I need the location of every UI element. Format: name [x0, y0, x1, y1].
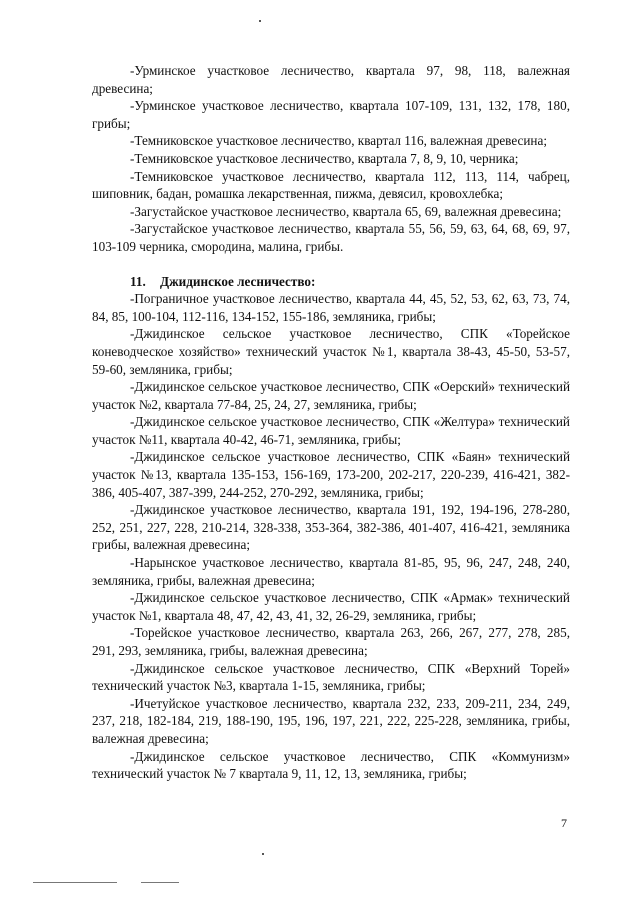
paragraph: -Темниковское участковое лесничество, квартала 7, 8, 9, 10, черника;: [130, 150, 519, 166]
paragraph: -Загустайское участковое лесничество, квартала 65, 69, валежная древесина;: [130, 203, 562, 219]
page-number: 7: [561, 816, 567, 830]
paragraph: -Темниковское участковое лесничество, квартал 116, валежная древесина;: [130, 133, 547, 149]
paragraph: -Торейское участковое лесничество, квартала 263, 266, 267, 277, 278, 285, 291, 293, земляника, грибы, валежная древесина;: [92, 625, 570, 658]
paragraph: -Джидинское сельское участковое лесничество, СПК «Оерский» технический участок №2, квартала 77-84, 25, 24, 27, земляника, грибы;: [92, 379, 570, 412]
paragraph: -Джидинское участковое лесничество, квартала 191, 192, 194-196, 278-280, 252, 251, 227, 228, 210-214, 328-338, 353-364, 382-386, 401-407, 416-421, земляника грибы, валежная древесина;: [92, 502, 570, 553]
paragraph: -Джидинское сельское участковое лесничество, СПК «Баян» технический участок №13, квартала 135-153, 156-169, 173-200, 202-217, 220-239, 416-421, 382-386, 405-407, 387-399, 244-252, 270-292, земляника, грибы;: [92, 449, 570, 500]
scan-edge-line: [141, 882, 179, 883]
paragraph: -Джидинское сельское участковое лесничество, СПК «Торейское коневодческое хозяйство» технический участок №1, квартала 38-43, 45-50, 53-57, 59-60, земляника, грибы;: [92, 326, 570, 377]
paragraph: -Урминское участковое лесничество, квартала 97, 98, 118, валежная древесина;: [92, 63, 570, 96]
paragraph: -Загустайское участковое лесничество, квартала 55, 56, 59, 63, 64, 68, 69, 97, 103-109 черника, смородина, малина, грибы.: [92, 221, 570, 254]
section-heading: [92, 273, 570, 291]
paragraph: -Джидинское сельское участковое лесничество, СПК «Желтура» технический участок №11, квартала 40-42, 46-71, земляника, грибы;: [92, 414, 570, 447]
scan-edge-line: [33, 882, 117, 883]
paragraph: -Темниковское участковое лесничество, квартала 112, 113, 114, чабрец, шиповник, бадан, ромашка лекарственная, пижма, девясил, кровохлебка;: [92, 168, 570, 202]
paragraph: -Пограничное участковое лесничество, квартала 44, 45, 52, 53, 62, 63, 73, 74, 84, 85, 100-104, 112-116, 134-152, 155-186, земляника, грибы;: [92, 291, 570, 324]
document-body: [92, 62, 570, 783]
paragraph: -Джидинское сельское участковое лесничество, СПК «Армак» технический участок №1, квартала 48, 47, 42, 43, 41, 32, 26-29, земляника, грибы;: [92, 590, 570, 623]
section-number: 11.: [130, 273, 146, 289]
paragraph: -Джидинское сельское участковое лесничество, СПК «Коммунизм» технический участок № 7 квартала 9, 11, 12, 13, земляника, грибы;: [92, 748, 570, 782]
scan-speck: [259, 20, 261, 22]
section-title: Джидинское лесничество:: [160, 273, 316, 289]
paragraph: -Нарынское участковое лесничество, квартала 81-85, 95, 96, 247, 248, 240, земляника, грибы, валежная древесина;: [92, 555, 570, 588]
paragraph: -Ичетуйское участковое лесничество, квартала 232, 233, 209-211, 234, 249, 237, 218, 182-184, 219, 188-190, 195, 196, 197, 221, 222, 225-228, земляника, грибы, валежная древесина;: [92, 695, 570, 746]
paragraph: -Джидинское сельское участковое лесничество, СПК «Верхний Торей» технический участок №3, квартала 1-15, земляника, грибы;: [92, 660, 570, 694]
scan-speck: [262, 853, 264, 855]
paragraph: -Урминское участковое лесничество, квартала 107-109, 131, 132, 178, 180, грибы;: [92, 98, 570, 131]
